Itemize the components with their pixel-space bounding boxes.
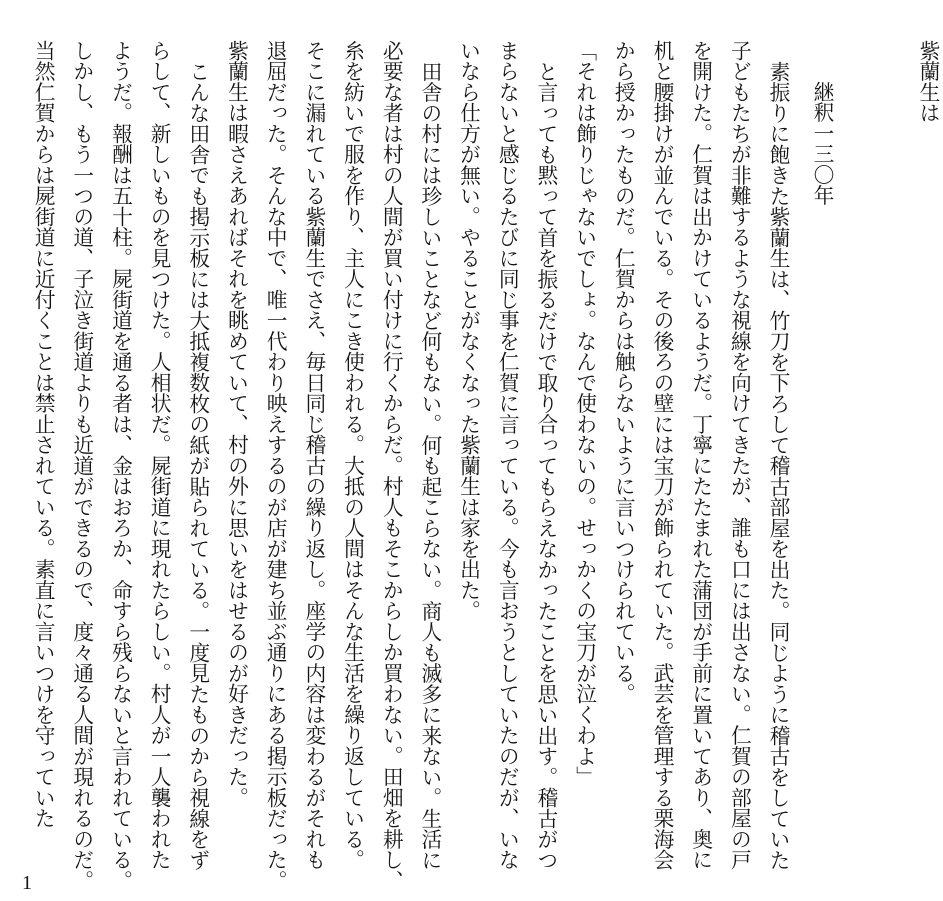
page-number: 1 bbox=[22, 872, 32, 894]
text-line: 田舎の村には珍しいことなど何もない。何も起こらない。商人も滅多に来ない。生活に bbox=[417, 60, 442, 870]
text-line: 退屈だった。そんな中で、唯一代わり映えするのが店が建ち並ぶ通りにある掲示板だった。 bbox=[263, 40, 288, 891]
text-line: と言っても黙って首を振るだけで取り合ってもらえなかったことを思い出す。稽古がつ bbox=[533, 60, 558, 870]
chapter-title: 継釈一三〇年 bbox=[810, 81, 834, 206]
text-line: らして、新しいものを見つけた。人相状だ。屍街道に現れたらしい。村人が一人襲われた bbox=[147, 40, 172, 870]
text-line: 必要な者は村の人間が買い付けに行くからだ。村人もそこからしか買わない。田畑を耕し、 bbox=[379, 40, 404, 891]
text-line: こんな田舎でも掲示板には大抵複数枚の紙が貼られている。一度見たものから視線をず bbox=[185, 60, 210, 870]
text-line: ようだ。報酬は五十柱。屍街道を通る者は、金はおろか、命すら残らないと言われている。 bbox=[108, 40, 133, 891]
text-line: 机と腰掛けが並んでいる。その後ろの壁には宝刀が飾られていた。武芸を管理する栗海会 bbox=[649, 40, 674, 870]
text-line: 当然仁賀からは屍街道に近付くことは禁止されている。素直に言いつけを守っていた bbox=[31, 40, 56, 829]
text-line: しかし、もう一つの道、子泣き街道よりも近道ができるので、度々通る人間が現れるのだ。 bbox=[69, 40, 94, 891]
dialogue-line: 「それは飾りじゃないでしょ。なんで使わないの。せっかくの宝刀が泣くわよ」 bbox=[572, 40, 597, 787]
text-line: 糸を紡いで服を作り、主人にこき使われる。大抵の人間はそんな生活を繰り返している。 bbox=[340, 40, 365, 870]
text-line: から授かったものだ。仁賀からは触らないように言いつけられている。 bbox=[611, 40, 636, 704]
text-line: 素振りに飽きた紫蘭生は、竹刀を下ろして稽古部屋を出た。同じように稽古をしていた bbox=[766, 60, 790, 870]
text-line: 子どもたちが非難するような視線を向けてきたが、誰も口には出さない。仁賀の部屋の戸 bbox=[727, 40, 752, 870]
text-line: そこに漏れている紫蘭生でさえ、毎日同じ稽古の繰り返し。座学の内容は変わるがそれも bbox=[301, 40, 326, 870]
previous-column-fragment bbox=[912, 40, 940, 900]
text-column-fragment: 紫蘭生は bbox=[916, 40, 940, 123]
text-line: を開けた。仁賀は出かけているようだ。丁寧にたたまれた蒲団が手前に置いてあり、奥に bbox=[688, 40, 713, 870]
text-line: いなら仕方が無い。やることがなくなった紫蘭生は家を出た。 bbox=[456, 40, 481, 621]
text-line: まらないと感じるたびに同じ事を仁賀に言っている。今も言おうとしていたのだが、いな bbox=[495, 40, 520, 870]
text-line: 紫蘭生は暇さえあればそれを眺めていて、村の外に思いをはせるのが好きだった。 bbox=[224, 40, 249, 808]
